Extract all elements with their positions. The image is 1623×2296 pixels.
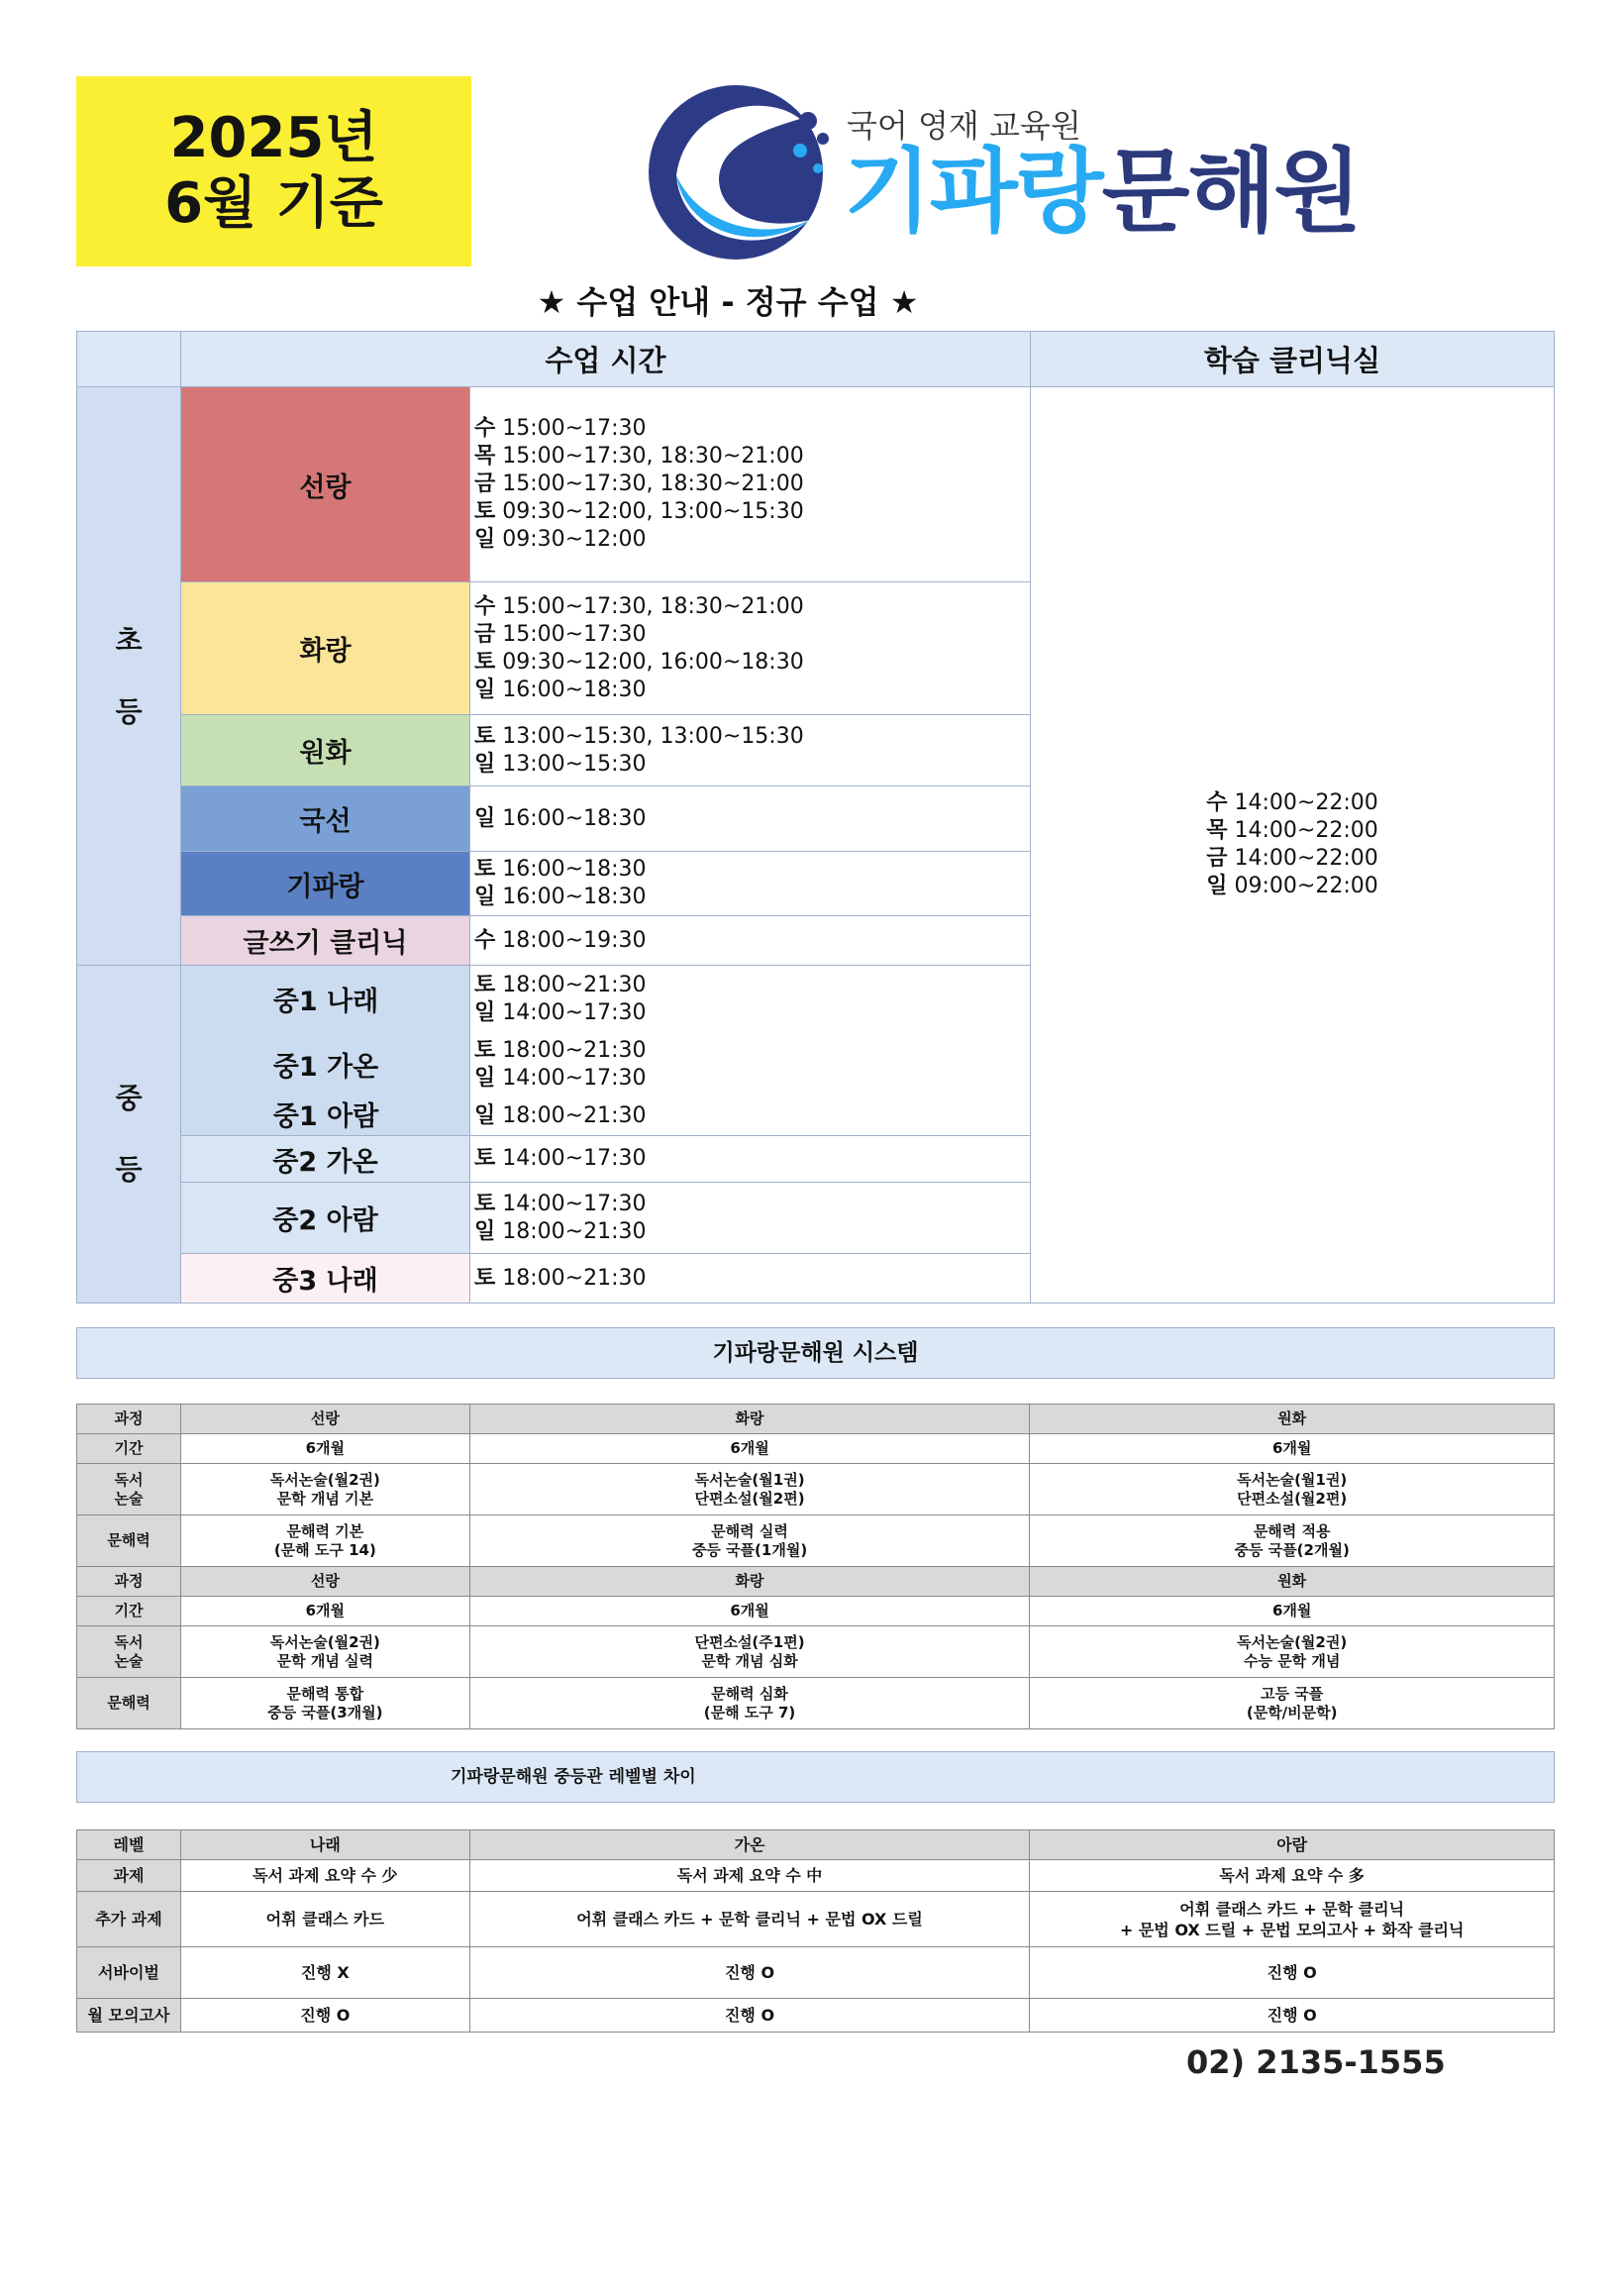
levels-header-cell: 가온 [469,1830,1030,1860]
day-label: 토 [474,499,496,524]
system-cell: 문해력 심화 (문해 도구 7) [469,1678,1030,1729]
schedule-row [77,387,1555,582]
class-times [470,1183,1031,1254]
levels-row-label: 과제 [77,1860,181,1892]
system-cell: 독서논술(월1권) 단편소설(월2편) [1030,1464,1555,1515]
class-time-line: 일 18:00~21:30 [474,1102,647,1128]
levels-header-row [77,1830,1555,1860]
middle-grade1-classes [181,966,470,1136]
levels-cell: 독서 과제 요약 수 中 [469,1860,1030,1892]
class-time-line: 일 14:00~17:30 [474,1065,647,1091]
class-time-line: 토 14:00~17:30 [474,1191,647,1216]
levels-cell: 진행 O [180,1999,469,2033]
levels-cell: 진행 O [469,1999,1030,2033]
day-label: 일 [474,751,496,777]
day-label: 토 [474,1037,496,1063]
wave-logo-icon [642,81,840,269]
col-clinic-header: 학습 클리닉실 [1031,332,1555,387]
levels-cell: 진행 O [1030,1947,1555,1999]
logo-title-part1: 기파랑 [844,139,1102,245]
system-cell: 문해력 기본 (문해 도구 14) [180,1515,469,1567]
class-times [470,786,1031,852]
system-cell: 선랑 [180,1405,469,1434]
system-row [77,1515,1555,1567]
levels-row-label: 추가 과제 [77,1892,181,1947]
levels-cell: 어휘 클래스 카드 + 문학 클리닉 + 문법 OX 드릴 + 문법 모의고사 + 화작 클리닉 [1030,1892,1555,1947]
clinic-time-line: 목 14:00~22:00 [1206,818,1378,843]
class-times [470,966,1031,1136]
system-cell: 6개월 [1030,1597,1555,1626]
system-cell: 원화 [1030,1405,1555,1434]
system-cell: 선랑 [180,1567,469,1597]
day-label: 일 [1206,874,1228,898]
class-name: 기파랑 [181,852,470,916]
class-time-line: 토 09:30~12:00, 13:00~15:30 [474,499,804,524]
system-cell: 6개월 [180,1434,469,1464]
class-time-line: 금 15:00~17:30, 18:30~21:00 [474,471,804,496]
system-cell: 원화 [1030,1567,1555,1597]
levels-cell: 진행 X [180,1947,469,1999]
system-row [77,1626,1555,1678]
class-times [470,916,1031,966]
date-year: 2025년 [169,106,378,170]
system-cell: 화랑 [469,1567,1030,1597]
day-label: 금 [1206,846,1228,871]
class-name: 국선 [181,786,470,852]
class-name: 중1 나래 [272,987,379,1017]
system-cell: 독서논술(월2권) 수능 문학 개념 [1030,1626,1555,1678]
system-cell: 고등 국플 (문학/비문학) [1030,1678,1555,1729]
class-time-line: 금 15:00~17:30 [474,621,647,647]
day-label: 토 [474,1191,496,1216]
page-title: ★ 수업 안내 - 정규 수업 ★ [537,283,919,321]
class-times [470,852,1031,916]
class-times [470,387,1031,582]
class-time-line: 수 15:00~17:30, 18:30~21:00 [474,593,804,619]
day-label: 일 [474,527,496,552]
phone-number: 02) 2135-1555 [1186,2043,1446,2081]
day-label: 일 [474,1065,496,1091]
levels-row [77,1999,1555,2033]
day-label: 일 [474,885,496,909]
date-badge [76,76,471,266]
class-name: 중1 아람 [272,1101,379,1132]
date-month: 6월 기준 [164,171,383,236]
levels-header-cell: 나래 [180,1830,469,1860]
system-row-label: 문해력 [77,1515,181,1567]
class-times [470,1254,1031,1304]
class-time-line: 일 16:00~18:30 [474,677,647,702]
system-cell: 6개월 [469,1597,1030,1626]
system-row-label: 독서 논술 [77,1626,181,1678]
system-cell: 독서논술(월2권) 문학 개념 실력 [180,1626,469,1678]
system-row-label: 독서 논술 [77,1464,181,1515]
class-time-line: 토 14:00~17:30 [474,1146,647,1171]
class-time-line: 일 16:00~18:30 [474,885,647,909]
class-time-line: 토 13:00~15:30, 13:00~15:30 [474,723,804,749]
system-row [77,1567,1555,1597]
system-row-label: 과정 [77,1405,181,1434]
levels-row-label: 서바이벌 [77,1947,181,1999]
class-name: 중3 나래 [181,1254,470,1304]
day-label: 토 [474,1265,496,1291]
day-label: 목 [1206,818,1228,843]
day-label: 일 [474,1218,496,1244]
schedule-table [76,331,1555,1304]
system-row-label: 기간 [77,1434,181,1464]
system-cell: 독서논술(월2권) 문학 개념 기본 [180,1464,469,1515]
system-cell: 6개월 [469,1434,1030,1464]
day-label: 토 [474,857,496,882]
levels-row [77,1892,1555,1947]
class-times [470,715,1031,786]
system-row [77,1678,1555,1729]
levels-cell: 어휘 클래스 카드 [180,1892,469,1947]
logo-title-part2: 문해원 [1101,139,1361,245]
system-cell: 문해력 통합 중등 국플(3개월) [180,1678,469,1729]
logo-title [844,138,1360,247]
class-name: 중2 가온 [181,1136,470,1183]
system-row [77,1434,1555,1464]
level-middle: 중 등 [77,966,181,1304]
system-row [77,1597,1555,1626]
levels-row [77,1860,1555,1892]
levels-cell: 독서 과제 요약 수 多 [1030,1860,1555,1892]
class-time-line: 수 18:00~19:30 [474,927,647,953]
class-time-line: 토 09:30~12:00, 16:00~18:30 [474,649,804,675]
class-time-line: 일 18:00~21:30 [474,1218,647,1244]
day-label: 수 [474,593,496,619]
system-row-label: 과정 [77,1567,181,1597]
day-label: 토 [474,649,496,675]
class-time-line: 토 16:00~18:30 [474,857,647,882]
system-row-label: 문해력 [77,1678,181,1729]
class-time-line: 목 15:00~17:30, 18:30~21:00 [474,444,804,469]
levels-cell: 진행 O [469,1947,1030,1999]
logo-subtitle: 국어 영재 교육원 [847,107,1081,145]
levels-title: 기파랑문해원 중등관 레벨별 차이 [76,1751,1555,1803]
levels-header-cell: 아람 [1030,1830,1555,1860]
class-name: 선랑 [181,387,470,582]
class-name: 글쓰기 클리닉 [181,916,470,966]
day-label: 금 [474,471,496,496]
levels-table [76,1829,1555,2033]
clinic-hours-list [1206,789,1378,900]
class-time-line: 토 18:00~21:30 [474,972,647,997]
system-row-label: 기간 [77,1597,181,1626]
class-times [470,582,1031,715]
class-times [470,1136,1031,1183]
clinic-hours [1031,387,1555,1304]
col-time-header: 수업 시간 [181,332,1031,387]
levels-cell: 독서 과제 요약 수 少 [180,1860,469,1892]
day-label: 토 [474,1146,496,1171]
system-cell: 문해력 실력 중등 국플(1개월) [469,1515,1030,1567]
day-label: 일 [474,999,496,1025]
day-label: 토 [474,972,496,997]
system-table [76,1404,1555,1729]
academy-logo [642,81,1384,269]
system-cell: 문해력 적용 중등 국플(2개월) [1030,1515,1555,1567]
day-label: 수 [474,927,496,953]
class-time-line: 수 15:00~17:30 [474,416,647,441]
system-cell: 단편소설(주1편) 문학 개념 심화 [469,1626,1030,1678]
levels-row-label: 월 모의고사 [77,1999,181,2033]
class-time-line: 일 09:30~12:00 [474,527,647,552]
class-time-line: 일 13:00~15:30 [474,751,647,777]
system-row [77,1405,1555,1434]
system-cell: 화랑 [469,1405,1030,1434]
day-label: 일 [474,805,496,831]
system-title: 기파랑문해원 시스템 [76,1327,1555,1379]
system-cell: 6개월 [1030,1434,1555,1464]
day-label: 토 [474,723,496,749]
clinic-time-line: 수 14:00~22:00 [1206,790,1378,815]
class-time-line: 토 18:00~21:30 [474,1265,647,1291]
system-cell: 6개월 [180,1597,469,1626]
class-name: 중1 가온 [272,1052,379,1083]
day-label: 금 [474,621,496,647]
class-name: 원화 [181,715,470,786]
day-label: 목 [474,444,496,469]
system-row [77,1464,1555,1515]
levels-header-cell: 레벨 [77,1830,181,1860]
levels-cell: 진행 O [1030,1999,1555,2033]
clinic-time-line: 금 14:00~22:00 [1206,846,1378,871]
day-label: 수 [1206,790,1228,815]
class-name: 중2 아람 [181,1183,470,1254]
levels-row [77,1947,1555,1999]
levels-cell: 어휘 클래스 카드 + 문학 클리닉 + 문법 OX 드릴 [469,1892,1030,1947]
class-time-line: 토 18:00~21:30 [474,1037,647,1063]
day-label: 수 [474,416,496,441]
day-label: 일 [474,1102,496,1128]
class-name: 화랑 [181,582,470,715]
level-elementary: 초 등 [77,387,181,966]
clinic-time-line: 일 09:00~22:00 [1206,874,1378,898]
class-time-line: 일 16:00~18:30 [474,805,647,831]
day-label: 일 [474,677,496,702]
class-time-line: 일 14:00~17:30 [474,999,647,1025]
system-cell: 독서논술(월1권) 단편소설(월2편) [469,1464,1030,1515]
